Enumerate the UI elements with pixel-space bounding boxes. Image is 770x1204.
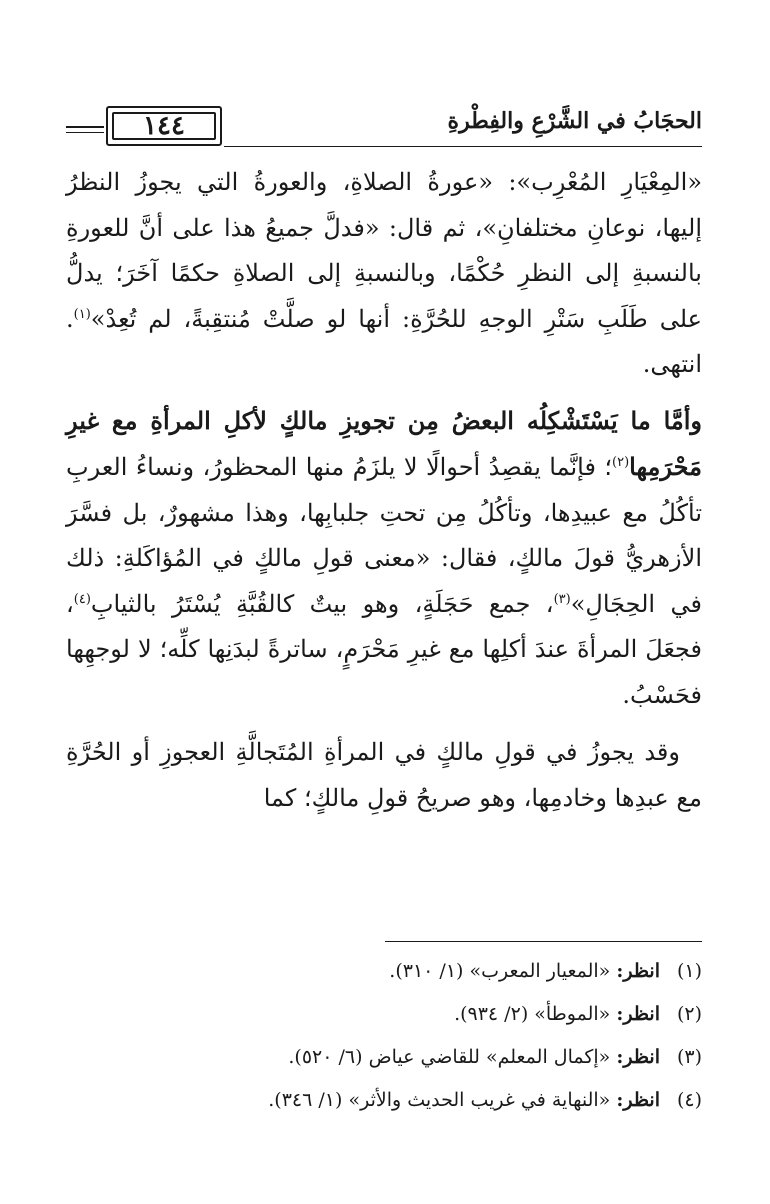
main-text: [66, 160, 702, 821]
footnote-number: (٢): [676, 1003, 702, 1025]
running-title: الحجَابُ في الشَّرْعِ والفِطْرةِ: [447, 108, 702, 134]
footnote-4: [66, 1079, 702, 1122]
footnote-number: (٤): [676, 1089, 702, 1111]
footnote-ref-2: (٢): [612, 455, 630, 470]
footnote-lead: انظر:: [616, 1003, 660, 1025]
page-header: [66, 96, 702, 156]
footnote-ref-1: (١): [73, 306, 91, 322]
header-rule-left: [66, 126, 104, 128]
footnote-text: «المعيار المعرب» (١/ ٣١٠).: [389, 960, 617, 982]
footnote-text: «النهاية في غريب الحديث والأثر» (١/ ٣٤٦).: [268, 1089, 617, 1111]
footnote-lead: انظر:: [616, 1046, 660, 1068]
header-rule: [224, 146, 702, 147]
page-number: ١٤٤: [143, 111, 185, 141]
paragraph-2-text-c: ، فجعَلَ المرأةَ عندَ أكلِها مع غيرِ مَحْرَمٍ، ساترةً لبدَنِها كلِّه؛ لا لوجهِها فحَسْبُ.: [66, 589, 702, 709]
footnote-text: «الموطأ» (٢/ ٩٣٤).: [454, 1003, 617, 1025]
header-rule-left-thin: [66, 132, 104, 133]
footnote-1: [66, 950, 702, 993]
footnote-number: (١): [676, 960, 702, 982]
paragraph-2-text-a: ؛ فإنَّما يقصِدُ أحوالًا لا يلزَمُ منها المحظورُ، ونساءُ العربِ تأكُلُ مع عبيدِها، وتأكُلُ مِن تحتِ جلبابِها، وهذا مشهورٌ، بل فسَّرَ الأزهريُّ قولَ مالكٍ، فقال: «معنى قولِ مالكٍ في المُؤاكَلةِ: ذلك في الحِجَالِ»: [66, 453, 702, 618]
footnote-separator: [385, 941, 702, 942]
footnote-ref-3: (٣): [553, 591, 571, 607]
footnote-ref-4: (٤): [73, 591, 91, 607]
paragraph-2-text-b: ، جمع حَجَلَةٍ، وهو بيتٌ كالقُبَّةِ يُسْتَرُ بالثيابِ: [90, 589, 554, 618]
paragraph-2: [66, 398, 702, 719]
paragraph-2-bold: وأمَّا ما يَسْتَشْكِلُه البعضُ مِن تجويزِ مالكٍ لأكلِ المرأةِ مع غيرِ مَحْرَمِها: [66, 405, 702, 481]
footnote-lead: انظر:: [616, 1089, 660, 1111]
footnote-number: (٣): [676, 1046, 702, 1068]
paragraph-1-end: . انتهى.: [66, 304, 702, 378]
footnotes: [66, 950, 702, 1122]
footnote-2: [66, 993, 702, 1036]
footnote-text: «إكمال المعلم» للقاضي عياض (٦/ ٥٢٠).: [288, 1046, 617, 1068]
page-number-frame: [106, 106, 222, 146]
paragraph-1-text: «المِعْيَارِ المُعْرِب»: «عورةُ الصلاةِ، والعورةُ التي يجوزُ النظرُ إليها، نوعانِ مختلفانِ»، ثم قال: «فدلَّ جميعُ هذا على أنَّ للعورةِ بالنسبةِ إلى النظرِ حُكْمًا، وبالنسبةِ إلى الصلاةِ حكمًا آخَرَ؛ يدلُّ على طَلَبِ سَتْرِ الوجهِ للحُرَّةِ: أنها لو صلَّتْ مُنتقِبةً، لم تُعِدْ»: [66, 168, 702, 333]
paragraph-3: وقد يجوزُ في قولِ مالكٍ في المرأةِ المُتَجالَّةِ العجوزِ أو الحُرَّةِ مع عبدِها وخادمِها، وهو صريحُ قولِ مالكٍ؛ كما: [66, 738, 702, 812]
footnote-lead: انظر:: [616, 960, 660, 982]
footnote-3: [66, 1036, 702, 1079]
paragraph-1: [66, 160, 702, 388]
